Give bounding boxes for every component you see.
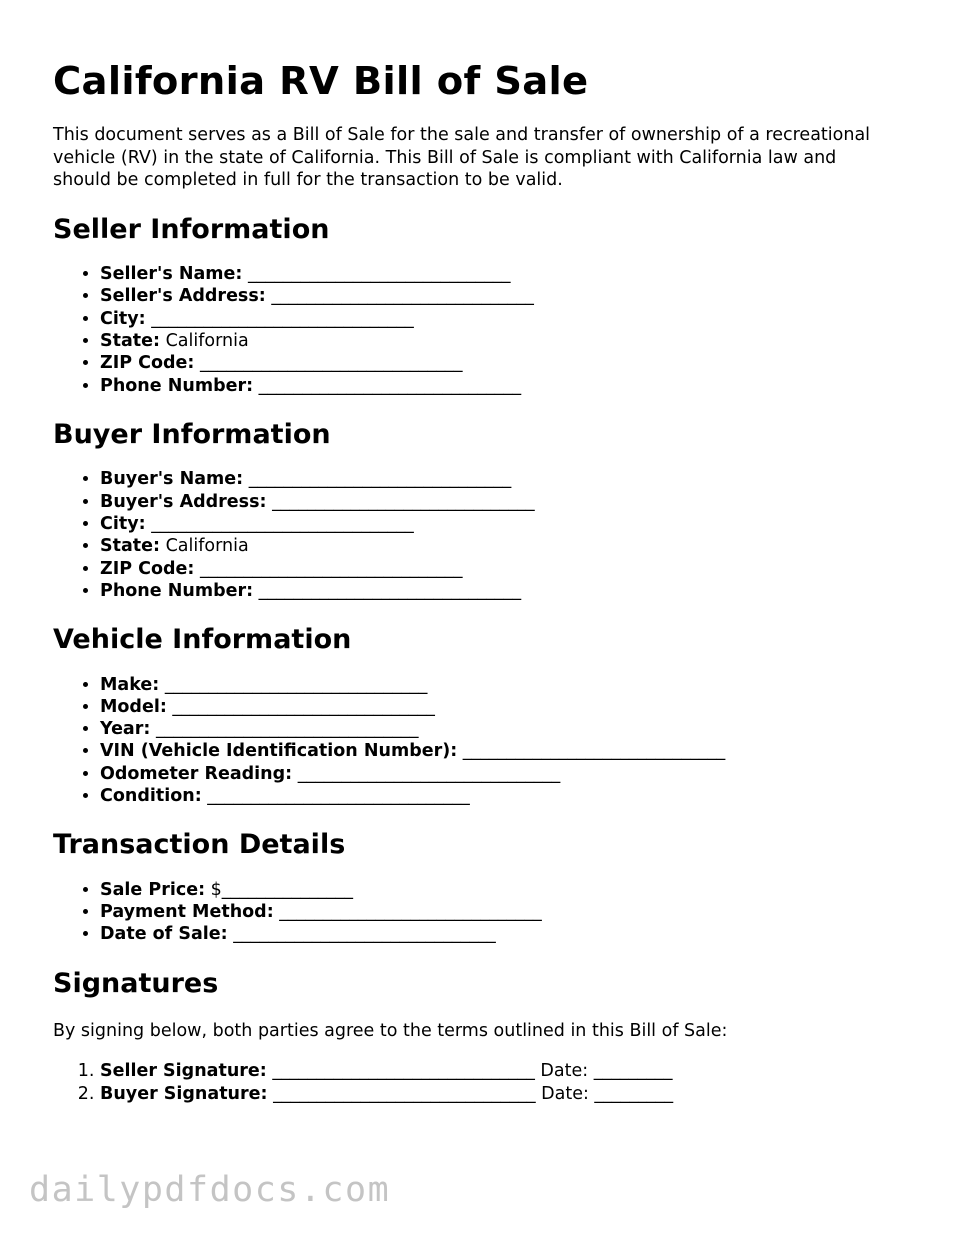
- buyer-city-field: [100, 513, 913, 535]
- vehicle-model-field: [100, 696, 913, 718]
- field-blank[interactable]: ______________________________: [253, 580, 522, 601]
- page-title: California RV Bill of Sale: [53, 59, 589, 104]
- buyer-zip-field: [100, 558, 913, 580]
- field-label: City:: [100, 513, 146, 534]
- signatures-section-heading: Signatures: [53, 967, 219, 999]
- field-label: Year:: [100, 719, 151, 740]
- field-blank[interactable]: $_______________: [205, 879, 354, 900]
- field-label: Phone Number:: [100, 375, 254, 396]
- field-label: Date of Sale:: [100, 924, 228, 945]
- vehicle-year-field: [100, 718, 913, 740]
- buyer-field-list: [53, 468, 913, 602]
- field-label: Seller's Address:: [100, 286, 266, 307]
- vehicle-odometer-field: [100, 763, 913, 785]
- field-value: California: [160, 536, 249, 557]
- field-blank[interactable]: ______________________________: [201, 785, 470, 806]
- field-label: ZIP Code:: [100, 353, 195, 374]
- field-label: State:: [100, 536, 161, 557]
- seller-address-field: [100, 285, 913, 307]
- field-label: Make:: [100, 674, 160, 695]
- field-blank[interactable]: ______________________________: [159, 674, 428, 695]
- payment-method-field: [100, 901, 913, 923]
- field-label: Seller Signature:: [100, 1061, 267, 1082]
- field-blank[interactable]: ______________________________: [457, 741, 726, 762]
- field-label: Condition:: [100, 785, 202, 806]
- field-label: ZIP Code:: [100, 558, 195, 579]
- buyer-section-heading: Buyer Information: [53, 418, 331, 450]
- field-label: City:: [100, 308, 146, 329]
- field-blank[interactable]: ______________________________: [265, 286, 534, 307]
- field-blank[interactable]: ______________________________ Date: _________: [266, 1061, 673, 1082]
- seller-state-field: [100, 330, 913, 352]
- seller-phone-field: [100, 375, 913, 397]
- seller-zip-field: [100, 352, 913, 374]
- field-label: Payment Method:: [100, 901, 274, 922]
- vehicle-field-list: [53, 674, 913, 808]
- buyer-address-field: [100, 491, 913, 513]
- intro-paragraph: This document serves as a Bill of Sale for the sale and transfer of ownership of a recreational vehicle (RV) in the state of California. This Bill of Sale is compliant with California law and should be completed in full for the transaction to be valid.: [53, 125, 871, 191]
- field-blank[interactable]: ______________________________: [145, 513, 414, 534]
- field-blank[interactable]: ______________________________: [166, 696, 435, 717]
- field-blank[interactable]: ______________________________: [273, 901, 542, 922]
- seller-city-field: [100, 308, 913, 330]
- sale-price-field: [100, 879, 913, 901]
- signatures-intro: By signing below, both parties agree to the terms outlined in this Bill of Sale:: [53, 1020, 728, 1041]
- seller-signature-field: [100, 1060, 913, 1082]
- field-blank[interactable]: ______________________________: [145, 308, 414, 329]
- seller-section-heading: Seller Information: [53, 213, 330, 245]
- transaction-section-heading: Transaction Details: [53, 829, 346, 861]
- field-blank[interactable]: ______________________________: [150, 719, 419, 740]
- watermark-text: dailypdfdocs.com: [29, 1170, 391, 1210]
- buyer-phone-field: [100, 580, 913, 602]
- field-label: Seller's Name:: [100, 264, 243, 285]
- field-label: Buyer Signature:: [100, 1083, 268, 1104]
- field-blank[interactable]: ______________________________: [266, 491, 535, 512]
- field-blank[interactable]: ______________________________: [227, 924, 496, 945]
- vehicle-condition-field: [100, 785, 913, 807]
- vehicle-make-field: [100, 674, 913, 696]
- buyer-name-field: [100, 468, 913, 490]
- field-blank[interactable]: ______________________________ Date: _________: [267, 1083, 674, 1104]
- field-value: California: [160, 331, 249, 352]
- field-label: VIN (Vehicle Identification Number):: [100, 741, 458, 762]
- field-blank[interactable]: ______________________________: [242, 264, 511, 285]
- transaction-field-list: [53, 879, 913, 946]
- document-page: [53, 60, 913, 1105]
- field-blank[interactable]: ______________________________: [253, 375, 522, 396]
- seller-field-list: [53, 263, 913, 397]
- field-blank[interactable]: ______________________________: [292, 763, 561, 784]
- field-blank[interactable]: ______________________________: [194, 353, 463, 374]
- field-blank[interactable]: ______________________________: [194, 558, 463, 579]
- field-label: Odometer Reading:: [100, 763, 293, 784]
- field-label: State:: [100, 331, 161, 352]
- vehicle-section-heading: Vehicle Information: [53, 624, 352, 656]
- field-label: Model:: [100, 696, 167, 717]
- buyer-state-field: [100, 535, 913, 557]
- field-label: Buyer's Name:: [100, 469, 244, 490]
- field-label: Buyer's Address:: [100, 491, 267, 512]
- signature-list: [53, 1060, 913, 1105]
- vehicle-vin-field: [100, 740, 913, 762]
- field-blank[interactable]: ______________________________: [243, 469, 512, 490]
- buyer-signature-field: [100, 1083, 913, 1105]
- field-label: Phone Number:: [100, 580, 254, 601]
- field-label: Sale Price:: [100, 879, 206, 900]
- date-of-sale-field: [100, 923, 913, 945]
- seller-name-field: [100, 263, 913, 285]
